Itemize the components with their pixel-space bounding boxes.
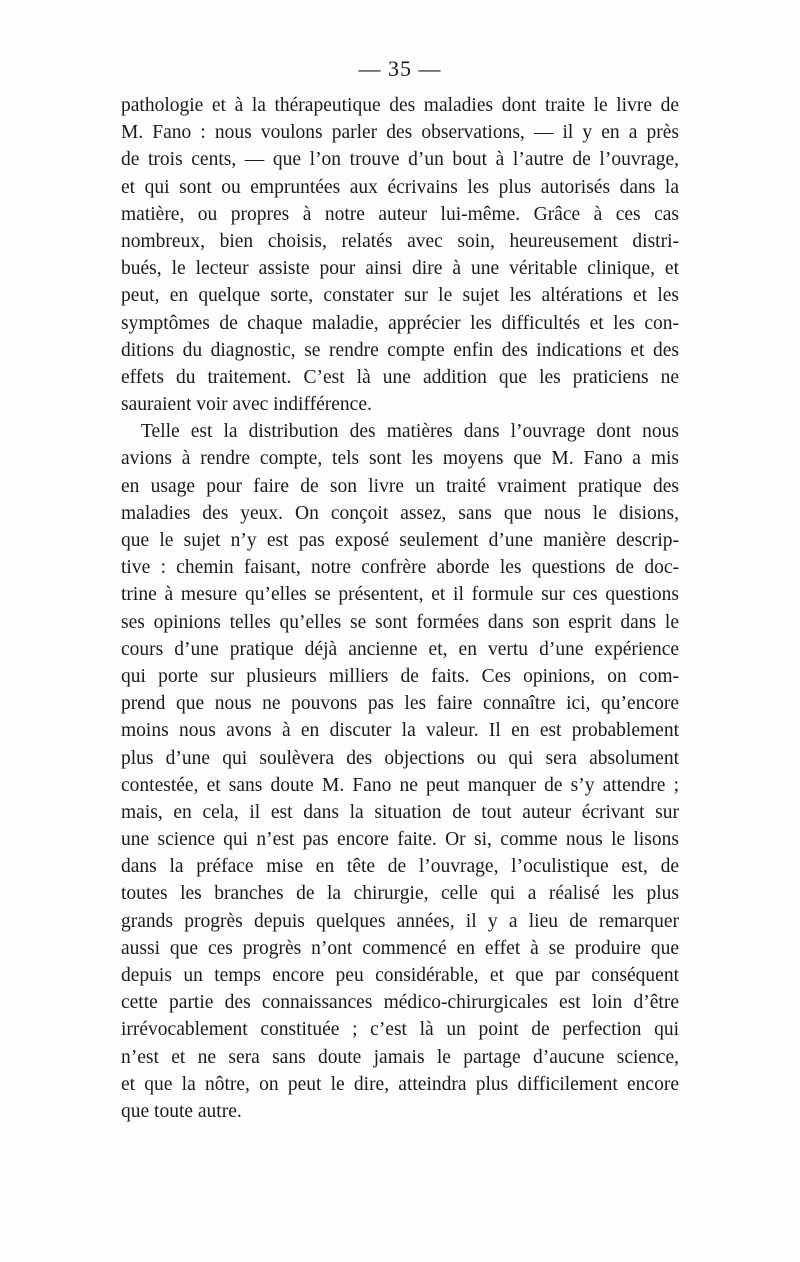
body-text bbox=[121, 92, 679, 1125]
text-line: qui porte sur plusieurs milliers de faits. Ces opinions, on com- bbox=[121, 665, 679, 687]
text-line: M. Fano : nous voulons parler des observations, — il y en a près bbox=[121, 122, 679, 144]
text-line: contestée, et sans doute M. Fano ne peut manquer de s’y attendre ; bbox=[121, 774, 679, 796]
text-line: avions à rendre compte, tels sont les moyens que M. Fano a mis bbox=[121, 448, 679, 470]
text-line: pathologie et à la thérapeutique des maladies dont traite le livre de bbox=[121, 95, 679, 116]
text-line: en usage pour faire de son livre un traité vraiment pratique des bbox=[121, 475, 679, 497]
text-line: symptômes de chaque maladie, apprécier les difficultés et les con- bbox=[121, 312, 679, 334]
text-line: sauraient voir avec indifférence. bbox=[121, 394, 372, 416]
paragraph bbox=[121, 418, 679, 1125]
text-line: irrévocablement constituée ; c’est là un point de perfection qui bbox=[121, 1019, 679, 1041]
text-line: de trois cents, — que l’on trouve d’un bout à l’autre de l’ouvrage, bbox=[121, 149, 679, 171]
text-line: ditions du diagnostic, se rendre compte enfin des indications et des bbox=[121, 339, 679, 361]
text-line: ses opinions telles qu’elles se sont formées dans son esprit dans le bbox=[121, 611, 679, 633]
text-line: toutes les branches de la chirurgie, celle qui a réalisé les plus bbox=[121, 883, 679, 905]
text-line: dans la préface mise en tête de l’ouvrage, l’oculistique est, de bbox=[121, 856, 679, 878]
text-line: prend que nous ne pouvons pas les faire connaître ici, qu’encore bbox=[121, 693, 679, 715]
text-line: depuis un temps encore peu considérable, et que par conséquent bbox=[121, 965, 679, 986]
text-line: que toute autre. bbox=[121, 1100, 242, 1122]
text-line: cours d’une pratique déjà ancienne et, en vertu d’une expérience bbox=[121, 638, 679, 660]
text-line: grands progrès depuis quelques années, il y a lieu de remarquer bbox=[121, 910, 679, 932]
text-line: et qui sont ou empruntées aux écrivains les plus autorisés dans la bbox=[121, 176, 679, 198]
text-line: Telle est la distribution des matières dans l’ouvrage dont nous bbox=[141, 421, 679, 443]
text-line: moins nous avons à en discuter la valeur. Il en est probablement bbox=[121, 720, 679, 742]
text-line: matière, ou propres à notre auteur lui-même. Grâce à ces cas bbox=[121, 203, 679, 225]
text-line: maladies des yeux. On conçoit assez, sans que nous le disions, bbox=[121, 502, 679, 524]
paragraph bbox=[121, 92, 679, 418]
text-line: aussi que ces progrès n’ont commencé en effet à se produire que bbox=[121, 937, 679, 959]
text-line: peut, en quelque sorte, constater sur le sujet les altérations et les bbox=[121, 285, 679, 307]
page-number: — 35 — bbox=[358, 56, 442, 81]
text-line: une science qui n’est pas encore faite. Or si, comme nous le lisons bbox=[121, 829, 679, 851]
text-line: et que la nôtre, on peut le dire, atteindra plus difficilement encore bbox=[121, 1073, 679, 1095]
text-line: effets du traitement. C’est là une addition que les praticiens ne bbox=[121, 366, 679, 388]
text-line: mais, en cela, il est dans la situation de tout auteur écrivant sur bbox=[121, 801, 679, 823]
text-line: n’est et ne sera sans doute jamais le partage d’aucune science, bbox=[121, 1046, 679, 1068]
text-line: que le sujet n’y est pas exposé seulement d’une manière descrip- bbox=[121, 530, 679, 551]
text-line: bués, le lecteur assiste pour ainsi dire à une véritable clinique, et bbox=[121, 258, 679, 280]
text-line: tive : chemin faisant, notre confrère aborde les questions de doc- bbox=[121, 557, 679, 579]
text-line: trine à mesure qu’elles se présentent, et il formule sur ces questions bbox=[121, 584, 679, 606]
text-line: nombreux, bien choisis, relatés avec soin, heureusement distri- bbox=[121, 230, 679, 252]
text-line: cette partie des connaissances médico-chirurgicales est loin d’être bbox=[121, 992, 679, 1014]
text-line: plus d’une qui soulèvera des objections ou qui sera absolument bbox=[121, 747, 679, 769]
